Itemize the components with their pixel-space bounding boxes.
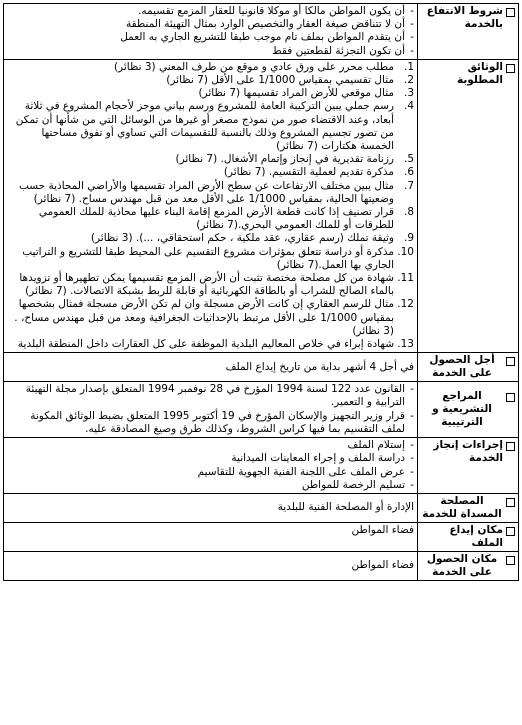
label-cell-documents: [418, 59, 519, 352]
filing-place-text: فضاء المواطن: [351, 523, 414, 536]
content-cell-pickup-place: [4, 551, 418, 580]
label-cell-pickup-place: [418, 551, 519, 580]
content-cell-references: [4, 382, 418, 438]
item-number: 8.: [403, 206, 414, 219]
item-number: 5.: [403, 153, 414, 166]
checkbox-square-icon: [506, 393, 515, 402]
documents-list: [7, 61, 414, 351]
label-cell-procedures: [418, 438, 519, 494]
checkbox-square-icon: [506, 442, 515, 451]
list-item: - أن يكون المواطن مالكا أو موكلا قانونيا للعقار المزمع تقسيمه.: [7, 5, 414, 18]
item-text: مذكرة أو دراسة تتعلق بمؤثرات مشروع التقسيم على المحيط طبقا للتشريع و التراتيب الجاري بها العمل.(7 نظائر): [22, 245, 394, 271]
checkbox-square-icon: [506, 556, 515, 565]
list-item: [7, 272, 414, 298]
list-item: - أن تكون التجزئة لقطعتين فقط: [7, 45, 414, 58]
content-cell-procedures: [4, 438, 418, 494]
item-text: مثال موقعي للأرض المراد تقسيمها (7 نظائر): [198, 87, 394, 100]
row-procedures: [4, 438, 519, 494]
item-number: 7.: [403, 179, 414, 192]
item-number: 2.: [403, 74, 414, 87]
item-text: رزنامة تقديرية في إنجاز وإتمام الأشغال. (7 نظائر): [175, 153, 394, 166]
row-label: أجل الحصول على الخدمة: [429, 354, 495, 380]
list-item: [7, 100, 414, 153]
deadline-text: في أجل 4 أشهر بداية من تاريخ إيداع الملف: [225, 360, 414, 373]
row-label: المراجع التشريعية و الترتيبية: [432, 390, 492, 429]
row-label: شروط الانتفاع بالخدمة: [426, 5, 503, 30]
list-item: - عرض الملف على اللجنة الفنية الجهوية للتقاسيم: [7, 466, 414, 479]
service-provider-text: الإدارة أو المصلحة الفنية للبلدية: [277, 501, 414, 514]
list-item: [7, 206, 414, 232]
item-number: 1.: [403, 60, 414, 73]
row-conditions: [4, 4, 519, 60]
item-text: مثال للرسم العقاري إن كانت الأرض مسجلة وان لم تكن الأرض مسجلة فمثال بشخصها بمقياس 1/1000 على الأقل مرتبط بالإحداثيات الجغرافية ومعد من قبل مهندس مساح، .(3 نظائر): [14, 298, 394, 337]
item-number: 3.: [403, 87, 414, 100]
row-references: [4, 382, 519, 438]
list-item: - القانون عدد 122 لسنة 1994 المؤرخ في 28 نوفمبر 1994 المتعلق بإصدار مجلة التهيئة الترابية و التعمير.: [7, 383, 414, 409]
item-number: 13.: [397, 338, 414, 351]
list-item: - أن لا تتناقض صيغة العقار والتخصيص الوارد بمثال التهيئة المنطقة: [7, 18, 414, 31]
list-item: [7, 180, 414, 206]
label-cell-service-provider: [418, 493, 519, 522]
item-text: شهادة من كل مصلحة مختصة تثبت أن الأرض المزمع تقسيمها يمكن تطهيرها أو تزويدها بالماء الصالح للشراب أو بالطاقة الكهربائية أو قابلة للربط بشبكة الاتصالات. (7 نظائر): [19, 272, 394, 298]
list-item: [7, 61, 414, 74]
list-item: - قرار وزير التجهيز والإسكان المؤرخ في 19 أكتوبر 1995 المتعلق بضبط الوثائق المكونة لملف التقسيم بما فيها كراس الشروط، وكذلك طرق وصيغ المصادقة عليه.: [7, 410, 414, 436]
row-label: إجراءات إنجاز الخدمة: [433, 439, 503, 465]
item-text: مذكرة تقديم لعملية التقسيم. (7 نظائر): [223, 166, 394, 179]
content-cell-filing-place: [4, 522, 418, 551]
checkbox-square-icon: [506, 64, 515, 73]
procedures-list: [7, 439, 414, 492]
content-cell-service-provider: [4, 493, 418, 522]
label-cell-filing-place: [418, 522, 519, 551]
content-cell-documents: [4, 59, 418, 352]
item-text: مثال تقسيمي بمقياس 1/1000 على الأقل (7 نظائر): [166, 74, 394, 87]
item-text: مطلب محرر على ورق عادي و موقع من طرف المعني (3 نظائر): [113, 60, 394, 73]
item-text: رسم جملي يبين التركيبة العامة للمشروع ورسم بياني موجز لأحجام المشروع في ثلاثة أبعاد، وعند الاقتضاء صور من نموذج مصغر أو غيرها من الوسائل التي من شأنها أن تمكن من تصور تجسيم المشروع وذلك بالنسبة للتقسيمات التي تساوي أو تفوق مساحتها الخمسة هكتارات (7 نظائر): [15, 100, 394, 153]
row-label: المصلحة المسداة للخدمة: [422, 494, 502, 520]
list-item: [7, 246, 414, 272]
row-filing-place: [4, 522, 519, 551]
list-item: [7, 232, 414, 245]
row-deadline: [4, 353, 519, 382]
list-item: [7, 298, 414, 338]
list-item: - إستلام الملف: [7, 439, 414, 452]
item-text: مثال يبين مختلف الارتفاعات عن سطح الأرض المراد تقسيمها والأراضي المحاذية حسب وضعيتها الحالية، بمقياس 1/1000 على الأقل معد من قبل مهندس مساح. (7 نظائر): [18, 179, 394, 205]
item-number: 12.: [397, 298, 414, 311]
list-item: [7, 74, 414, 87]
label-cell-conditions: [418, 4, 519, 60]
list-item: [7, 87, 414, 100]
item-number: 9.: [403, 232, 414, 245]
list-item: - أن يتقدم المواطن بملف تام موجب طبقا للتشريع الجاري به العمل: [7, 31, 414, 44]
list-item: - دراسة الملف و إجراء المعاينات الميدانية: [7, 452, 414, 465]
list-item: [7, 153, 414, 166]
item-number: 6.: [403, 166, 414, 179]
pickup-place-text: فضاء المواطن: [351, 559, 414, 572]
item-text: وثيقة تملك (رسم عقاري، عقد ملكية ، حكم استحقاقي، ...). (3 نظائر): [90, 232, 394, 245]
list-item: - تسليم الرخصة للمواطن: [7, 479, 414, 492]
content-cell-deadline: [4, 353, 418, 382]
row-documents: [4, 59, 519, 352]
item-number: 11.: [397, 272, 414, 285]
row-label: مكان الحصول على الخدمة: [426, 552, 498, 578]
list-item: [7, 166, 414, 179]
references-list: [7, 383, 414, 436]
list-item: [7, 338, 414, 351]
checkbox-square-icon: [506, 8, 515, 17]
row-label: مكان إيداع الملف: [449, 523, 503, 549]
row-pickup-place: [4, 551, 519, 580]
conditions-list: [7, 5, 414, 58]
item-number: 4.: [403, 100, 414, 113]
checkbox-square-icon: [506, 357, 515, 366]
row-label: الوثائق المطلوبة: [457, 60, 503, 86]
service-sheet-table: [3, 3, 519, 581]
item-text: قرار تصنيف إذا كانت قطعة الأرض المزمع إقامة البناء عليها محاذية للملك العمومي للطرقات أو للملك العمومي البحري.(7 نظائر): [38, 206, 394, 232]
checkbox-square-icon: [506, 527, 515, 536]
content-cell-conditions: [4, 4, 418, 60]
item-number: 10.: [397, 245, 414, 258]
label-cell-references: [418, 382, 519, 438]
item-text: شهادة إبراء في خلاص المعاليم البلدية الموظفة على كل العقارات داخل المنطقة البلدية: [17, 338, 394, 351]
label-cell-deadline: [418, 353, 519, 382]
row-service-provider: [4, 493, 519, 522]
checkbox-square-icon: [506, 498, 515, 507]
